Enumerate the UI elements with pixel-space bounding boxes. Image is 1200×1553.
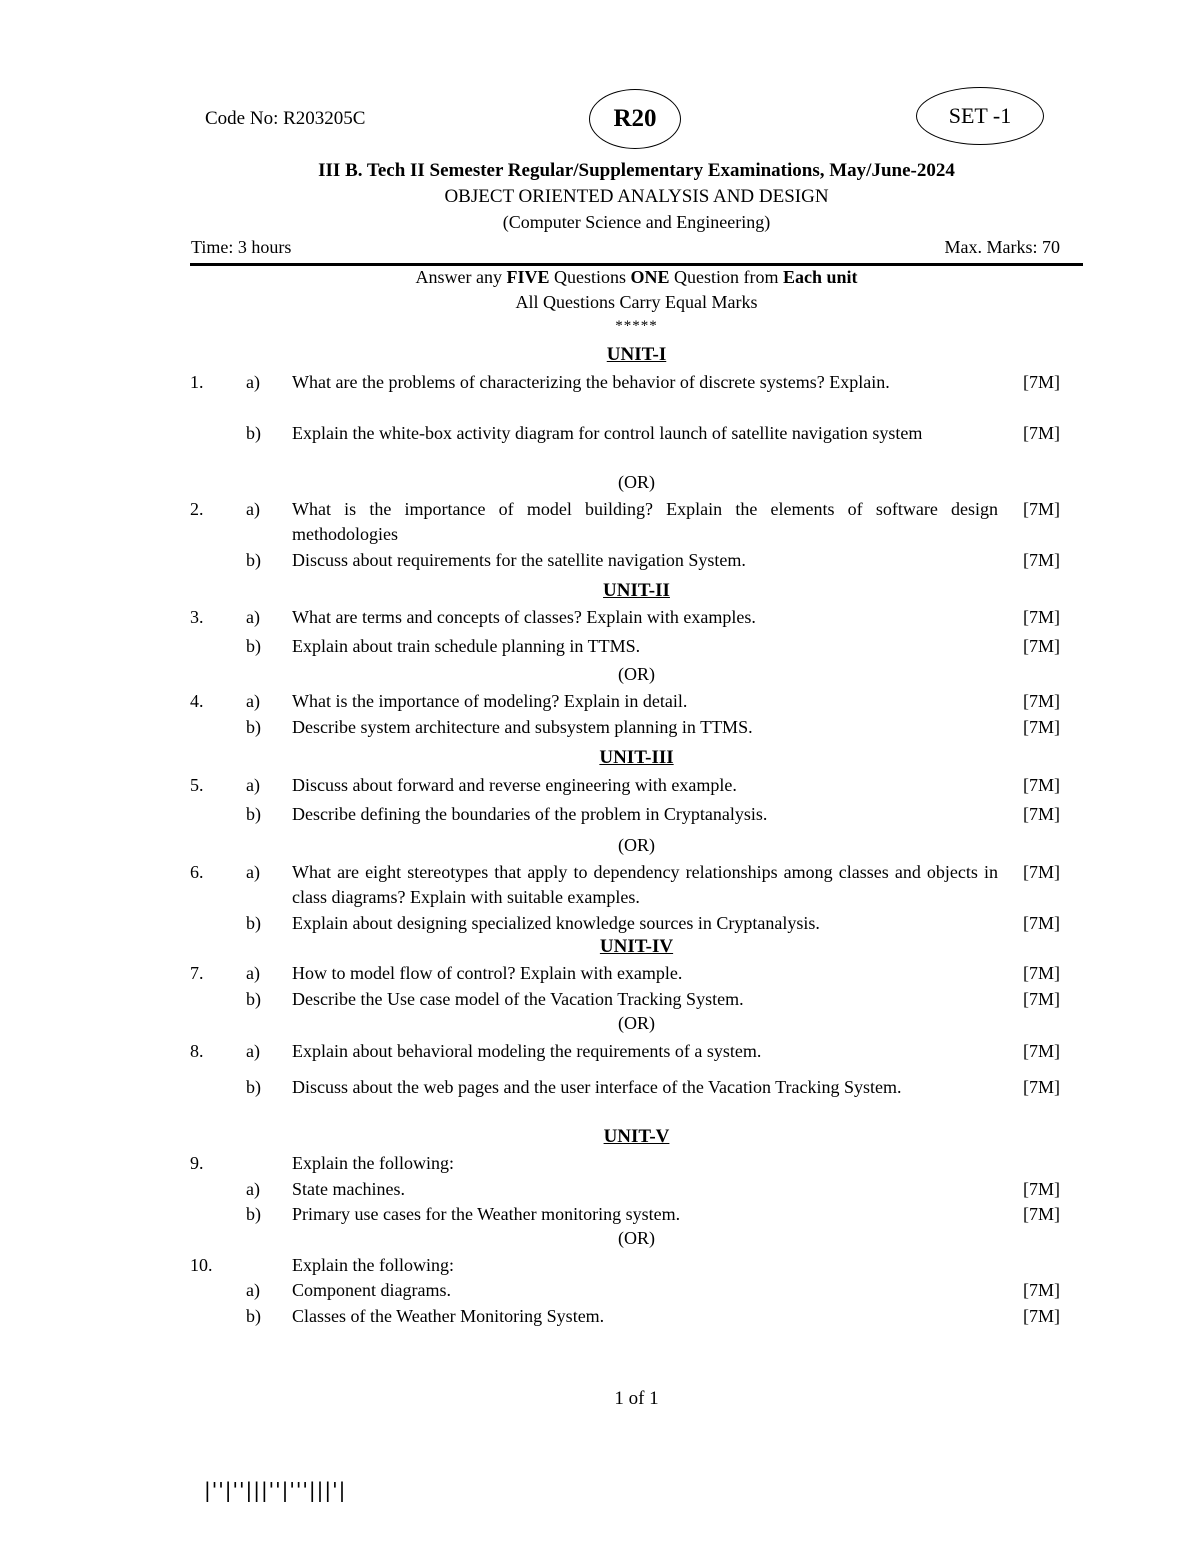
separator-stars: ***** <box>615 318 658 334</box>
question-marks: [7M] <box>1023 963 1060 983</box>
question-text: What are eight stereotypes that apply to dependency relationships among classes and objects in class diagrams? Explain with suitable examples. <box>292 862 998 907</box>
question-text: What is the importance of model building? Explain the elements of software design methodologies <box>292 499 998 544</box>
question-part: b) <box>246 989 261 1009</box>
question-text: What are the problems of characterizing the behavior of discrete systems? Explain. <box>292 372 890 392</box>
question-text: Explain about designing specialized knowledge sources in Cryptanalysis. <box>292 913 820 933</box>
or-separator: (OR) <box>618 835 655 855</box>
question-marks: [7M] <box>1023 372 1060 392</box>
question-number: 8. <box>190 1041 204 1061</box>
question-marks: [7M] <box>1023 775 1060 795</box>
question-text: Discuss about requirements for the satellite navigation System. <box>292 550 746 570</box>
barcode: |''|''|||''|'''|||'| <box>204 1478 347 1502</box>
question-number: 10. <box>190 1255 213 1275</box>
question-text: Explain the following: <box>292 1255 454 1275</box>
unit-heading: UNIT-IV <box>599 936 674 957</box>
question-marks: [7M] <box>1023 1280 1060 1300</box>
question-text: Explain about behavioral modeling the requirements of a system. <box>292 1041 762 1061</box>
question-text: Explain about train schedule planning in TTMS. <box>292 636 641 656</box>
question-part: a) <box>246 1179 260 1199</box>
question-part: a) <box>246 775 260 795</box>
question-marks: [7M] <box>1023 550 1060 570</box>
question-marks: [7M] <box>1023 989 1060 1009</box>
question-number: 5. <box>190 775 204 795</box>
instruction-text-b: Questions <box>549 267 631 287</box>
question-marks: [7M] <box>1023 636 1060 656</box>
question-part: b) <box>246 1077 261 1097</box>
question-part: a) <box>246 499 260 519</box>
question-marks: [7M] <box>1023 423 1060 443</box>
header-divider <box>190 263 1083 266</box>
question-marks: [7M] <box>1023 1179 1060 1199</box>
regulation-label: R20 <box>613 105 657 132</box>
exam-title: III B. Tech II Semester Regular/Supplementary Examinations, May/June-2024 <box>318 160 955 181</box>
question-part: b) <box>246 423 261 443</box>
or-separator: (OR) <box>618 664 655 684</box>
instruction-line-1 <box>190 267 1083 288</box>
instruction-one: ONE <box>630 267 670 287</box>
set-label: SET -1 <box>948 103 1012 128</box>
question-marks: [7M] <box>1023 717 1060 737</box>
question-text: Explain the following: <box>292 1153 454 1173</box>
question-part: a) <box>246 607 260 627</box>
question-part: b) <box>246 550 261 570</box>
page-number: 1 of 1 <box>614 1388 659 1409</box>
or-separator: (OR) <box>618 472 655 492</box>
unit-heading: UNIT-II <box>603 580 670 601</box>
question-number: 1. <box>190 372 204 392</box>
question-part: b) <box>246 717 261 737</box>
question-text: Classes of the Weather Monitoring System. <box>292 1306 605 1326</box>
subject-title: OBJECT ORIENTED ANALYSIS AND DESIGN <box>444 186 829 207</box>
question-text: What are terms and concepts of classes? Explain with examples. <box>292 607 756 627</box>
question-part: a) <box>246 372 260 392</box>
branch-name: (Computer Science and Engineering) <box>502 212 771 232</box>
question-text: Describe defining the boundaries of the problem in Cryptanalysis. <box>292 804 768 824</box>
question-number: 3. <box>190 607 204 627</box>
or-separator: (OR) <box>618 1228 655 1248</box>
max-marks: Max. Marks: 70 <box>944 237 1060 257</box>
instruction-each-unit: Each unit <box>782 267 858 287</box>
question-number: 7. <box>190 963 204 983</box>
instruction-line-2: All Questions Carry Equal Marks <box>515 292 758 312</box>
question-text: Describe the Use case model of the Vacation Tracking System. <box>292 989 744 1009</box>
unit-heading: UNIT-V <box>603 1126 670 1147</box>
unit-heading: UNIT-III <box>599 747 674 768</box>
question-marks: [7M] <box>1023 1204 1060 1224</box>
question-part: b) <box>246 636 261 656</box>
question-marks: [7M] <box>1023 1077 1060 1097</box>
question-part: b) <box>246 913 261 933</box>
question-text: Describe system architecture and subsystem planning in TTMS. <box>292 717 753 737</box>
question-number: 4. <box>190 691 204 711</box>
question-text: Component diagrams. <box>292 1280 451 1300</box>
question-part: a) <box>246 862 260 882</box>
question-text: Explain the white-box activity diagram for control launch of satellite navigation system <box>292 423 923 443</box>
question-marks: [7M] <box>1023 499 1060 519</box>
question-part: a) <box>246 691 260 711</box>
instruction-text-c: Question from <box>669 267 783 287</box>
instruction-five: FIVE <box>506 267 550 287</box>
question-part: a) <box>246 1280 260 1300</box>
question-part: a) <box>246 1041 260 1061</box>
question-number: 6. <box>190 862 204 882</box>
question-part: a) <box>246 963 260 983</box>
unit-heading: UNIT-I <box>606 344 667 365</box>
question-text: Discuss about forward and reverse engineering with example. <box>292 775 737 795</box>
question-text: Primary use cases for the Weather monitoring system. <box>292 1204 681 1224</box>
time-duration: Time: 3 hours <box>191 237 292 257</box>
question-marks: [7M] <box>1023 913 1060 933</box>
question-part: b) <box>246 804 261 824</box>
question-text: Discuss about the web pages and the user interface of the Vacation Tracking System. <box>292 1077 902 1097</box>
question-text: What is the importance of modeling? Explain in detail. <box>292 691 688 711</box>
instruction-text-a: Answer any <box>415 267 507 287</box>
question-number: 9. <box>190 1153 204 1173</box>
question-marks: [7M] <box>1023 862 1060 882</box>
question-text: How to model flow of control? Explain with example. <box>292 963 683 983</box>
question-part: b) <box>246 1204 261 1224</box>
code-number: Code No: R203205C <box>205 108 366 129</box>
regulation-badge <box>589 89 681 149</box>
question-marks: [7M] <box>1023 607 1060 627</box>
question-marks: [7M] <box>1023 1041 1060 1061</box>
set-badge <box>916 87 1044 145</box>
question-marks: [7M] <box>1023 1306 1060 1326</box>
question-marks: [7M] <box>1023 691 1060 711</box>
question-part: b) <box>246 1306 261 1326</box>
question-number: 2. <box>190 499 204 519</box>
question-text: State machines. <box>292 1179 405 1199</box>
question-marks: [7M] <box>1023 804 1060 824</box>
or-separator: (OR) <box>618 1013 655 1033</box>
